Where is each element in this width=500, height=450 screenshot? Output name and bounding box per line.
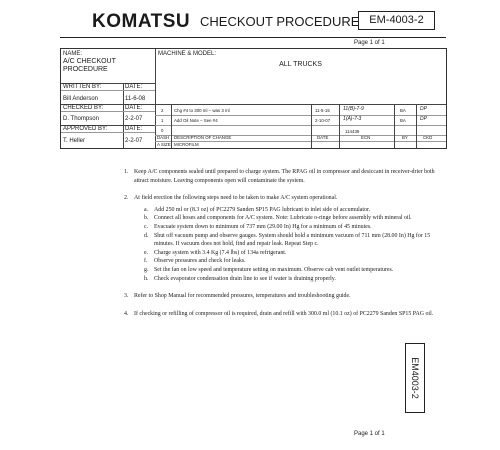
col-ckd-header: CKD (423, 135, 433, 140)
checked-by-value: D. Thompson (63, 116, 99, 122)
change-ecn: 11(B)-7-9 (343, 106, 364, 112)
page-indicator-top: Page 1 of 1 (354, 40, 385, 46)
base-ecn: 114439 (345, 129, 360, 134)
written-by-value: Bill Anderson (63, 96, 99, 102)
col-description-header: DESCRIPTION OF CHANGE (174, 135, 232, 140)
sub-step (144, 232, 442, 249)
name-label: NAME: (63, 51, 83, 57)
col-ecn-header: ECN (361, 135, 371, 140)
base-dash: 0 (161, 128, 164, 133)
checked-date-value: 2-2-07 (125, 116, 143, 122)
change-date: 2-10-07 (315, 118, 331, 123)
sub-step-letter: g. (144, 266, 149, 273)
change-date: 11-5-15 (315, 108, 330, 113)
sub-step-text: Evacuate system down to minimum of 737 mm (29.00 In) Hg for a minimum of 45 minutes. (154, 223, 372, 230)
page-indicator-bottom: Page 1 of 1 (354, 431, 385, 437)
side-document-tag (405, 343, 425, 413)
sub-step-letter: a. (144, 206, 149, 213)
procedure-step (124, 292, 442, 301)
approved-date-label: DATE: (125, 126, 143, 132)
checked-by-label: CHECKED BY: (63, 105, 104, 111)
step-text: Refer to Shop Manual for recommended pressures, temperatures and troubleshooting guide. (134, 293, 351, 300)
col-dash-header: DASH (157, 135, 170, 140)
change-log-col-line (339, 104, 340, 148)
sub-step (144, 257, 442, 266)
sub-step (144, 214, 442, 223)
sub-step-text: Shut off vacuum pump and observe gauges. System should hold a minimum vacuum of 711 mm (28.00 In) Hg for 15 minutes. If vacuum does not hold, find and repair leak. Repeat Step c. (154, 232, 431, 248)
title-block-table (60, 48, 447, 149)
microfilm-label: MICROFILM (174, 142, 199, 147)
change-log-row-line (155, 125, 446, 126)
sub-step-list (144, 206, 442, 283)
name-value: A/C CHECKOUT PROCEDURE (63, 58, 116, 73)
divider-date-col (123, 83, 124, 148)
sub-step (144, 249, 442, 258)
sub-step (144, 223, 442, 232)
approved-by-value: T. Heller (63, 138, 86, 144)
sub-step-letter: e. (144, 249, 149, 256)
sub-step (144, 275, 442, 284)
step-text: If checking or refilling of compressor oil is required, drain and refill with 300.0 ml (10.1 oz) of PC2279 Sanden SP15 PAG oil. (134, 310, 434, 317)
change-log-col-line (394, 104, 395, 148)
procedure-step (124, 168, 442, 185)
document-number: EM-4003-2 (358, 11, 435, 30)
brand-logo: KOMATSU (92, 11, 191, 32)
size-label: A SIZE (157, 142, 171, 147)
sub-step-letter: d. (144, 232, 149, 239)
step-text: At field erection the following steps need to be taken to make A/C system operational. (134, 195, 338, 202)
sub-step-text: Connect all hoses and components for A/C system. Note: Lubricate o-ringe before assembly with mineral oil. (154, 215, 412, 222)
change-log-col-line (311, 104, 312, 148)
change-by: BA (400, 118, 406, 123)
sub-step-text: Observe pressures and check for leaks. (154, 258, 246, 265)
header-rule (60, 37, 446, 38)
change-dash: 2 (161, 108, 164, 113)
written-by-label: WRITTEN BY: (63, 84, 102, 90)
written-date-value: 11-6-08 (125, 96, 146, 102)
document-title: CHECKOUT PROCEDURE (200, 14, 360, 29)
change-log-col-line (416, 104, 417, 148)
change-by: BA (400, 108, 406, 113)
step-text: Keep A/C components sealed until prepared to charge system. The RPAG oil in compressor and desiccant in receiver-drier both attract moisture. Leaving components open will contaminate the system. (134, 169, 435, 184)
change-log-col-line (171, 104, 172, 148)
sub-step-letter: b. (144, 215, 149, 222)
sub-step (144, 266, 442, 275)
sub-step-letter: h. (144, 275, 149, 282)
change-dash: 1 (161, 118, 164, 123)
sub-step (144, 206, 442, 215)
step-number: 1. (124, 169, 129, 175)
approved-date-value: 2-2-07 (125, 138, 143, 144)
sub-step-letter: c. (144, 223, 149, 230)
step-number: 4. (124, 310, 129, 317)
checked-date-label: DATE: (125, 105, 143, 111)
change-description: Chg #4 to 300 ml – was 3 ml (174, 108, 230, 113)
change-log-row-line (155, 115, 446, 116)
machine-value: ALL TRUCKS (279, 61, 322, 68)
change-ckd: DP (420, 116, 427, 122)
procedure-step (124, 310, 442, 319)
machine-label: MACHINE & MODEL: (158, 51, 217, 57)
change-description: Add Oil Note – See #4 (174, 118, 218, 123)
sub-step-text: Charge system with 3.4 Kg (7.4 lbs) of 134a refrigerant. (154, 249, 287, 256)
procedure-body (124, 168, 442, 327)
sub-step-text: Add 250 ml or (8.3 oz) of PC2279 Sanden SP15 PAG lubricant to inlet side of accumulator. (154, 206, 371, 213)
sub-step-text: Set the fan on low speed and temperature setting on maximum. Observe cab vent outlet temperatures. (154, 266, 394, 273)
approved-by-label: APPROVED BY: (63, 126, 108, 132)
procedure-step (124, 194, 442, 203)
change-ckd: DP (420, 106, 427, 112)
sub-step-letter: f. (144, 258, 148, 265)
step-number: 3. (124, 293, 129, 300)
written-date-label: DATE: (125, 84, 143, 90)
col-by-header: BY (402, 135, 408, 140)
side-tag-label: EM4003-2 (410, 357, 420, 399)
change-log-top (155, 104, 446, 105)
step-number: 2. (124, 195, 129, 202)
col-date-header: DATE (317, 135, 329, 140)
sub-step-text: Check evaporator condensation drain line to see if water is draining properly. (154, 275, 336, 282)
change-ecn: 1(A)-7-3 (343, 116, 362, 122)
